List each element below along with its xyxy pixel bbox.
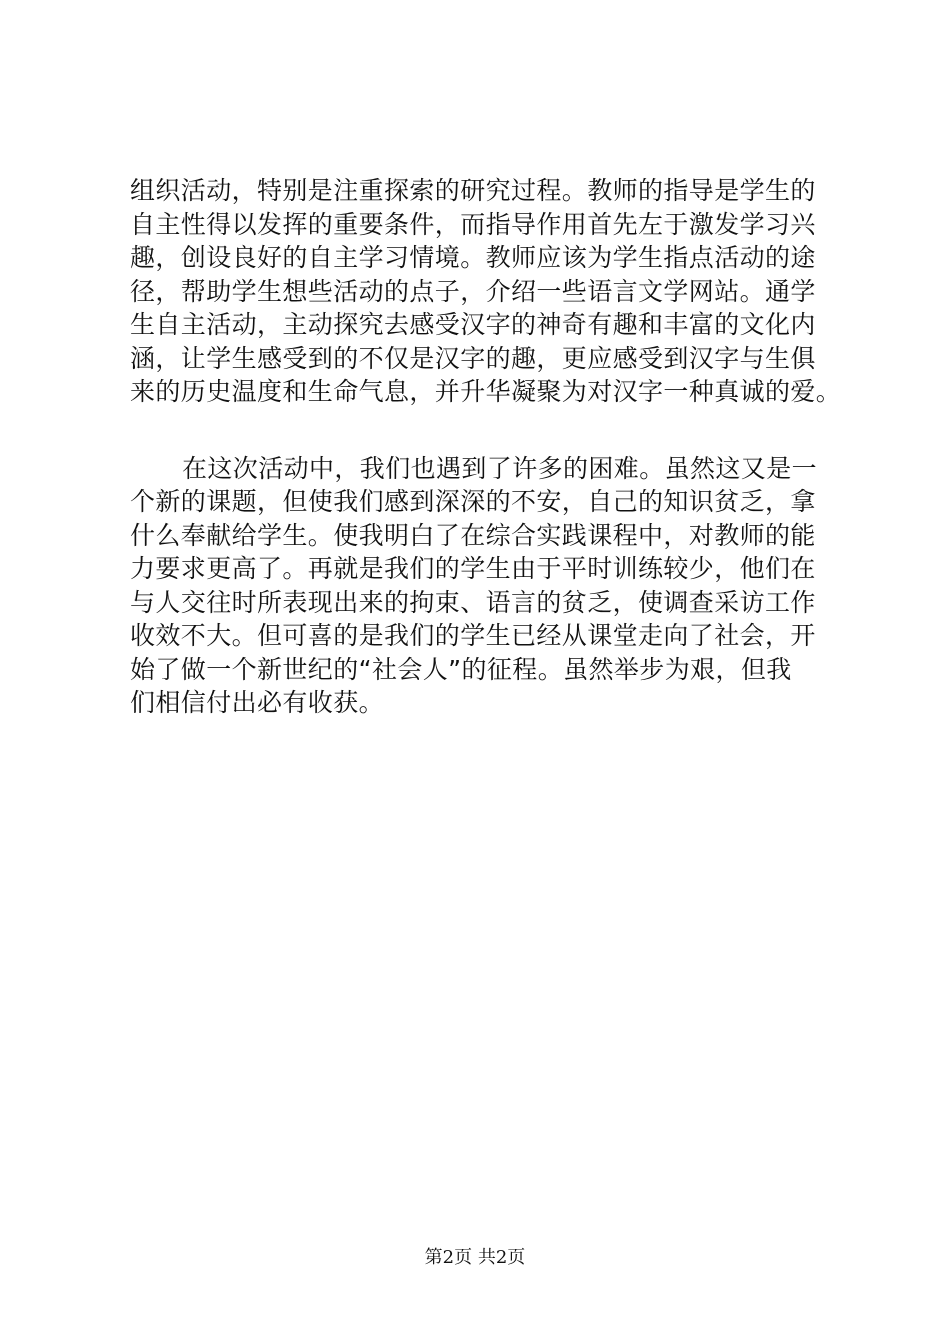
paragraph-line: 涵，让学生感受到的不仅是汉字的趣，更应感受到汉字与生俱 <box>130 343 816 373</box>
page-number-footer: 第2页 共2页 <box>424 1247 526 1268</box>
paragraph-line: 径，帮助学生想些活动的点子，介绍一些语言文学网站。通学 <box>130 276 816 306</box>
document-body <box>130 174 842 720</box>
paragraph-line: 力要求更高了。再就是我们的学生由于平时训练较少，他们在 <box>130 554 816 583</box>
paragraph-line: 自主性得以发挥的重要条件，而指导作用首先左于激发学习兴 <box>130 209 816 239</box>
paragraph-line: 什么奉献给学生。使我明白了在综合实践课程中，对教师的能 <box>130 520 816 550</box>
paragraph-line: 们相信付出必有收获。 <box>130 688 385 717</box>
paragraph-2 <box>130 452 830 720</box>
paragraph-line: 在这次活动中，我们也遇到了许多的困难。虽然这又是一 <box>182 453 818 483</box>
paragraph-line: 个新的课题，但使我们感到深深的不安，自己的知识贫乏，拿 <box>130 487 816 516</box>
paragraph-line: 趣，创设良好的自主学习情境。教师应该为学生指点活动的途 <box>130 243 816 272</box>
paragraph-line: 生自主活动，主动探究去感受汉字的神奇有趣和丰富的文化内 <box>130 310 816 339</box>
paragraph-line: 组织活动，特别是注重探索的研究过程。教师的指导是学生的 <box>130 176 816 205</box>
paragraph-line: 始了做一个新世纪的“社会人”的征程。虽然举步为艰，但我 <box>130 654 792 684</box>
paragraph-line: 收效不大。但可喜的是我们的学生已经从课堂走向了社会，开 <box>130 621 816 650</box>
paragraph-spacer <box>130 409 830 452</box>
paragraph-line: 来的历史温度和生命气息，并升华凝聚为对汉字一种真诚的爱。 <box>130 377 842 406</box>
paragraph-line: 与人交往时所表现出来的拘束、语言的贫乏，使调查采访工作 <box>130 587 816 617</box>
paragraph-1 <box>130 174 842 409</box>
